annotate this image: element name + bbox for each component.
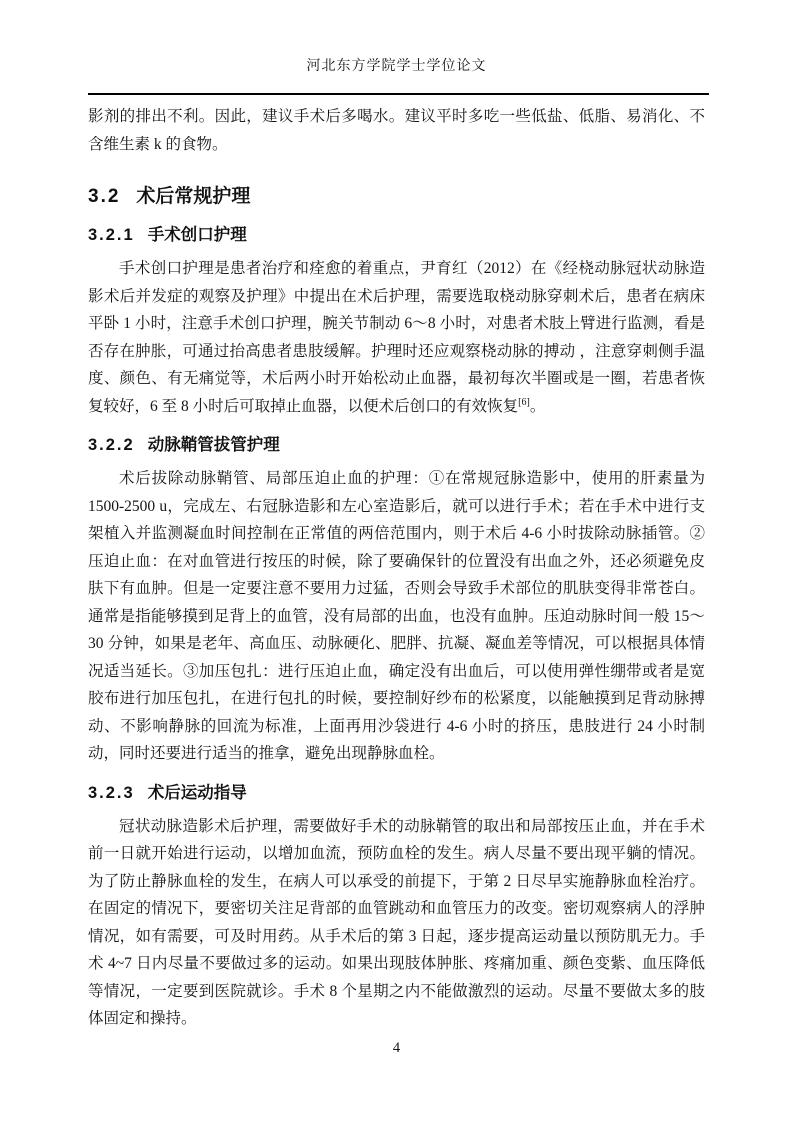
running-header — [0, 0, 793, 77]
citation-reference-marker: [6] — [518, 396, 530, 408]
paragraph-end: 。 — [529, 397, 546, 415]
subsection-title: 动脉鞘管拔管护理 — [147, 436, 280, 454]
subsection-paragraph-3-2-3: 冠状动脉造影术后护理，需要做好手术的动脉鞘管的取出和局部按压止血，并在手术前一日就开始进行运动，以增加血流，预防血栓的发生。病人尽量不要出现平躺的情况。为了防止静脉血栓的发生，在病人可以承受的前提下，于第 2 日尽早实施静脉血栓治疗。在固定的情况下，要密切关注足背部的血管跳动和血管压力的改变。密切观察病人的浮肿情况，如有需要，可及时用药。从手术后的第 3 日起，逐步提高运动量以预防肌无力。手术 4~7 日内尽量不要做过多的运动。如果出现肢体肿胀、疼痛加重、颜色变紫、血压降低等情况，一定要到医院就诊。手术 8 个星期之内不能做激烈的运动。尽量不要做太多的肢体固定和操持。 — [88, 817, 705, 1027]
page-body — [88, 103, 705, 1033]
subsection-title: 术后运动指导 — [147, 783, 247, 802]
header-rule — [88, 93, 709, 95]
section-title: 术后常规护理 — [136, 186, 251, 207]
subsection-number: 3.2.2 — [88, 436, 135, 454]
subsection-heading-3-2-3 — [88, 782, 705, 805]
subsection-title: 手术创口护理 — [147, 226, 247, 244]
page-number: 4 — [392, 1040, 401, 1056]
intro-paragraph: 影剂的排出不利。因此，建议手术后多喝水。建议平时多吃一些低盐、低脂、易消化、不含维生素 k 的食物。 — [88, 108, 705, 153]
subsection-number: 3.2.3 — [88, 783, 135, 802]
paragraph-text: 手术创口护理是患者治疗和痊愈的着重点，尹育红（2012）在《经桡动脉冠状动脉造影术后并发症的观察及护理》中提出在术后护理，需要选取桡动脉穿刺术后，患者在病床平卧 1 小时，注意手术创口护理，腕关节制动 6～8 小时，对患者术肢上臂进行监测，看是否存在肿胀，可通过抬高患者患肢缓解。护理时还应观察桡动脉的搏动 ，注意穿刺侧手温度、颜色、有无痛觉等，术后两小时开始松动止血器，最初每次半圈或是一圈，若患者恢复较好，6 至 8 小时后可取掉止血器，以便术后创口的有效恢复 — [88, 260, 705, 415]
subsection-paragraph-3-2-2: 术后拔除动脉鞘管、局部压迫止血的护理：①在常规冠脉造影中，使用的肝素量为 1500-2500 u，完成左、右冠脉造影和左心室造影后，就可以进行手术；若在手术中进行支架植入并监测凝血时间控制在正常值的两倍范围内，则于术后 4-6 小时拔除动脉插管。②压迫止血：在对血管进行按压的时候，除了要确保针的位置没有出血之外，还必须避免皮肤下有血肿。但是一定要注意不要用力过猛，否则会导致手术部位的肌肤变得非常苍白。通常是指能够摸到足背上的血管，没有局部的出血，也没有血肿。压迫动脉时间一般 15～30 分钟，如果是老年、高血压、动脉硬化、肥胖、抗凝、凝血差等情况，可以根据具体情况适当延长。③加压包扎：进行压迫止血，确定没有出血后，可以使用弹性绷带或者是宽胶布进行加压包扎，在进行包扎的时候，要控制好纱布的松紧度，以能触摸到足背动脉搏动、不影响静脉的回流为标准，上面再用沙袋进行 4-6 小时的挤压，患肢进行 24 小时制动，同时还要进行适当的推拿，避免出现静脉血栓。 — [88, 470, 705, 762]
section-number: 3.2 — [88, 186, 121, 207]
subsection-number: 3.2.1 — [88, 226, 135, 244]
running-header-title: 河北东方学院学士学位论文 — [306, 59, 487, 74]
page-footer — [0, 1038, 793, 1058]
subsection-heading-3-2-2 — [88, 434, 705, 457]
subsection-paragraph-3-2-1 — [88, 255, 705, 420]
subsection-heading-3-2-1 — [88, 224, 705, 247]
section-heading-3-2 — [88, 184, 705, 210]
